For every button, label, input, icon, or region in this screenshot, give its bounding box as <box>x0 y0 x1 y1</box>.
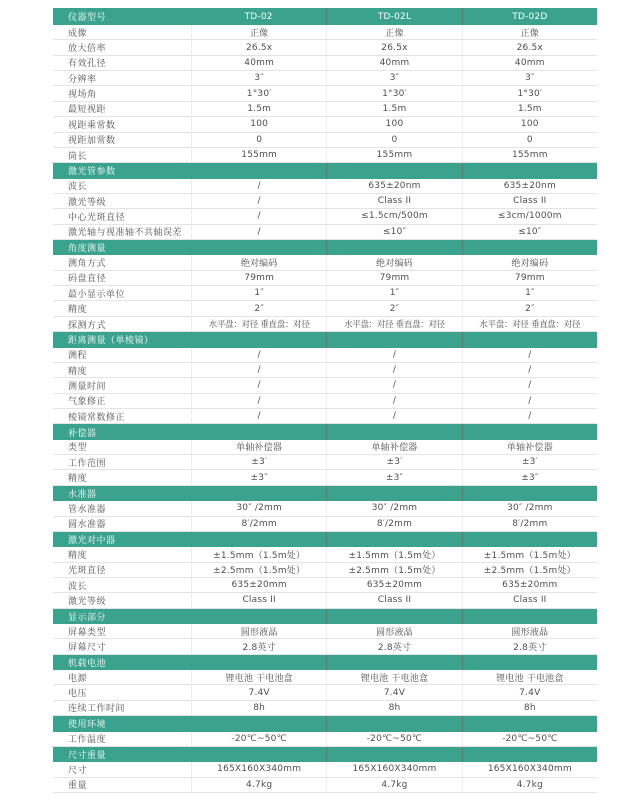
section-cell <box>326 424 461 439</box>
row-label: 连续工作时间 <box>68 704 126 715</box>
section-cell <box>191 332 326 347</box>
section-title: 激光管参数 <box>68 167 116 178</box>
row-label: 成像 <box>68 28 88 39</box>
table-row <box>53 56 597 71</box>
cell-value: 圆形液晶 <box>326 624 461 638</box>
cell-value: 正像 <box>191 25 326 39</box>
cell-value: 0 <box>191 133 326 147</box>
section-header-row <box>53 163 597 178</box>
section-cell <box>326 240 461 255</box>
row-label: 棱镜常数修正 <box>68 412 126 423</box>
cell-value: 水平盘：对径 垂直盘：对径 <box>191 317 326 331</box>
cell-value: 4.7kg <box>326 778 461 792</box>
cell-value: ≤1.5cm/500m <box>326 209 461 223</box>
row-label: 精度 <box>68 305 88 316</box>
section-cell <box>326 486 461 501</box>
cell-value: / <box>462 394 597 408</box>
section-header-row <box>53 486 597 501</box>
row-label: 光斑直径 <box>68 566 107 577</box>
cell-value: 单轴补偿器 <box>191 440 326 454</box>
cell-value: ±3″ <box>191 470 326 484</box>
cell-value: / <box>326 394 461 408</box>
row-label: 分辨率 <box>68 74 97 85</box>
table-row <box>53 685 597 700</box>
cell-value: 30″ /2mm <box>326 501 461 515</box>
header-model-td02d: TD-02D <box>462 8 597 25</box>
cell-value: 圆形液晶 <box>462 624 597 638</box>
cell-value: 绝对编码 <box>462 255 597 269</box>
table-row <box>53 25 597 40</box>
section-cell <box>191 609 326 624</box>
cell-value: ±1.5mm（1.5m处） <box>326 547 461 561</box>
cell-value: 1°30′ <box>191 86 326 100</box>
cell-value: / <box>462 348 597 362</box>
row-label: 工作范围 <box>68 458 107 469</box>
row-label: 视距乘常数 <box>68 120 116 131</box>
cell-value: 635±20nm <box>462 179 597 193</box>
cell-value: ±1.5mm（1.5m处） <box>191 547 326 561</box>
row-label: 最短视距 <box>68 105 107 116</box>
section-cell <box>326 609 461 624</box>
row-label: 码盘直径 <box>68 274 107 285</box>
row-label: 精度 <box>68 474 88 485</box>
table-row <box>53 563 597 578</box>
section-cell <box>462 716 597 731</box>
cell-value: 4.7kg <box>191 778 326 792</box>
cell-value: ±2.5mm（1.5m处） <box>191 563 326 577</box>
cell-value: Class II <box>462 194 597 208</box>
cell-value: 3″ <box>462 71 597 85</box>
cell-value: 165X160X340mm <box>191 762 326 776</box>
cell-value: 正像 <box>326 25 461 39</box>
section-cell <box>191 532 326 547</box>
cell-value: 3″ <box>326 71 461 85</box>
table-row <box>53 40 597 55</box>
cell-value: ±3″ <box>462 470 597 484</box>
cell-value: / <box>191 378 326 392</box>
cell-value: / <box>326 378 461 392</box>
table-row <box>53 348 597 363</box>
cell-value: ±2.5mm（1.5m处） <box>462 563 597 577</box>
section-cell <box>462 532 597 547</box>
cell-value: ±3′ <box>326 455 461 469</box>
cell-value: 8h <box>191 701 326 715</box>
table-row <box>53 778 597 793</box>
cell-value: 1″ <box>191 286 326 300</box>
cell-value: 26.5x <box>462 40 597 54</box>
section-header-row <box>53 716 597 731</box>
table-row <box>53 547 597 562</box>
row-label: 尺寸 <box>68 765 88 776</box>
table-row <box>53 470 597 485</box>
section-cell <box>191 240 326 255</box>
table-row <box>53 732 597 747</box>
table-row <box>53 102 597 117</box>
table-row <box>53 209 597 224</box>
cell-value: 635±20mm <box>462 578 597 592</box>
row-label: 放大倍率 <box>68 44 107 55</box>
cell-value: 2.8英寸 <box>326 639 461 653</box>
cell-value: 2.8英寸 <box>191 639 326 653</box>
row-label: 精度 <box>68 366 88 377</box>
row-label: 屏幕尺寸 <box>68 643 107 654</box>
section-cell <box>191 655 326 670</box>
cell-value: 水平盘：对径 垂直盘：对径 <box>462 317 597 331</box>
row-label: 探测方式 <box>68 320 107 331</box>
section-cell <box>462 424 597 439</box>
section-title: 距离测量（单棱镜） <box>68 336 154 347</box>
spec-table-body <box>53 25 597 793</box>
row-label: 波长 <box>68 182 88 193</box>
cell-value: 100 <box>326 117 461 131</box>
section-header-row <box>53 655 597 670</box>
table-row <box>53 225 597 240</box>
cell-value: ≤3cm/1000m <box>462 209 597 223</box>
table-row <box>53 255 597 270</box>
section-cell <box>191 163 326 178</box>
cell-value: 0 <box>326 133 461 147</box>
cell-value: 7.4V <box>462 685 597 699</box>
row-label: 电源 <box>68 673 88 684</box>
table-row <box>53 639 597 654</box>
cell-value: 2.8英寸 <box>462 639 597 653</box>
cell-value: 锂电池 干电池盒 <box>462 670 597 684</box>
cell-value: 8′/2mm <box>462 517 597 531</box>
cell-value: 1°30′ <box>462 86 597 100</box>
section-header-row <box>53 747 597 762</box>
table-row <box>53 363 597 378</box>
cell-value: ±3′ <box>191 455 326 469</box>
table-row <box>53 670 597 685</box>
cell-value: / <box>191 409 326 423</box>
section-cell <box>191 747 326 762</box>
cell-value: 635±20nm <box>326 179 461 193</box>
row-label: 视场角 <box>68 90 97 101</box>
row-label: 电压 <box>68 689 88 700</box>
table-row <box>53 301 597 316</box>
spec-table <box>53 8 597 793</box>
row-label: 测量时间 <box>68 381 107 392</box>
cell-value: -20℃~50℃ <box>326 732 461 746</box>
section-cell <box>191 424 326 439</box>
section-header-row <box>53 609 597 624</box>
cell-value: / <box>191 348 326 362</box>
table-row <box>53 271 597 286</box>
cell-value: 7.4V <box>326 685 461 699</box>
section-cell <box>326 163 461 178</box>
cell-value: 4.7kg <box>462 778 597 792</box>
cell-value: 26.5x <box>191 40 326 54</box>
cell-value: 165X160X340mm <box>462 762 597 776</box>
cell-value: 155mm <box>191 148 326 162</box>
cell-value: / <box>191 394 326 408</box>
cell-value: 79mm <box>326 271 461 285</box>
cell-value: 1.5m <box>462 102 597 116</box>
table-row <box>53 578 597 593</box>
cell-value: 1.5m <box>191 102 326 116</box>
cell-value: 水平盘：对径 垂直盘：对径 <box>326 317 461 331</box>
table-row <box>53 117 597 132</box>
cell-value: 635±20mm <box>326 578 461 592</box>
cell-value: 锂电池 干电池盒 <box>326 670 461 684</box>
section-cell <box>326 332 461 347</box>
cell-value: 635±20mm <box>191 578 326 592</box>
cell-value: 单轴补偿器 <box>462 440 597 454</box>
cell-value: 8h <box>462 701 597 715</box>
cell-value: / <box>191 363 326 377</box>
section-title: 水准器 <box>68 489 97 500</box>
table-row <box>53 179 597 194</box>
cell-value: Class II <box>326 593 461 607</box>
cell-value: 79mm <box>191 271 326 285</box>
cell-value: -20℃~50℃ <box>462 732 597 746</box>
cell-value: 8′/2mm <box>191 517 326 531</box>
cell-value: 锂电池 干电池盒 <box>191 670 326 684</box>
section-cell <box>326 716 461 731</box>
section-header-row <box>53 240 597 255</box>
cell-value: 100 <box>462 117 597 131</box>
row-label: 激光等级 <box>68 596 107 607</box>
table-row <box>53 71 597 86</box>
cell-value: 圆形液晶 <box>191 624 326 638</box>
table-row <box>53 148 597 163</box>
section-header-row <box>53 424 597 439</box>
cell-value: / <box>326 409 461 423</box>
section-header-row <box>53 332 597 347</box>
row-label: 屏幕类型 <box>68 627 107 638</box>
row-label: 测角方式 <box>68 259 107 270</box>
cell-value: 30″ /2mm <box>462 501 597 515</box>
cell-value: / <box>191 179 326 193</box>
section-cell <box>191 716 326 731</box>
table-row <box>53 455 597 470</box>
section-title: 使用环境 <box>68 720 107 731</box>
cell-value: ±2.5mm（1.5m处） <box>326 563 461 577</box>
table-row <box>53 517 597 532</box>
table-row <box>53 701 597 716</box>
section-cell <box>326 747 461 762</box>
cell-value: 30″ /2mm <box>191 501 326 515</box>
table-row <box>53 378 597 393</box>
section-title: 角度测量 <box>68 244 107 255</box>
table-row <box>53 133 597 148</box>
cell-value: -20℃~50℃ <box>191 732 326 746</box>
row-label: 圆水准器 <box>68 520 107 531</box>
section-cell <box>462 163 597 178</box>
table-row <box>53 194 597 209</box>
cell-value: 绝对编码 <box>326 255 461 269</box>
cell-value: 40mm <box>326 56 461 70</box>
cell-value: 79mm <box>462 271 597 285</box>
section-cell <box>462 332 597 347</box>
row-label: 精度 <box>68 550 88 561</box>
section-cell <box>462 747 597 762</box>
section-cell <box>462 486 597 501</box>
table-row <box>53 286 597 301</box>
cell-value: 7.4V <box>191 685 326 699</box>
cell-value: 2″ <box>191 301 326 315</box>
cell-value: 26.5x <box>326 40 461 54</box>
cell-value: 2″ <box>462 301 597 315</box>
cell-value: 1″ <box>462 286 597 300</box>
row-label: 管水准器 <box>68 504 107 515</box>
cell-value: 155mm <box>326 148 461 162</box>
cell-value: 正像 <box>462 25 597 39</box>
table-row <box>53 762 597 777</box>
cell-value: 100 <box>191 117 326 131</box>
cell-value: / <box>191 225 326 239</box>
cell-value: 绝对编码 <box>191 255 326 269</box>
cell-value: 3″ <box>191 71 326 85</box>
row-label: 激光等级 <box>68 197 107 208</box>
cell-value: ±3′ <box>462 455 597 469</box>
row-label: 类型 <box>68 443 88 454</box>
section-cell <box>326 655 461 670</box>
row-label: 最小显示单位 <box>68 289 126 300</box>
table-row <box>53 394 597 409</box>
table-row <box>53 317 597 332</box>
section-cell <box>326 532 461 547</box>
cell-value: 40mm <box>191 56 326 70</box>
section-title: 激光对中器 <box>68 536 116 547</box>
table-row <box>53 624 597 639</box>
section-title: 显示部分 <box>68 612 107 623</box>
cell-value: 8h <box>326 701 461 715</box>
cell-value: 单轴补偿器 <box>326 440 461 454</box>
cell-value: / <box>462 378 597 392</box>
cell-value: 1.5m <box>326 102 461 116</box>
cell-value: 40mm <box>462 56 597 70</box>
cell-value: Class II <box>191 593 326 607</box>
cell-value: 1°30′ <box>326 86 461 100</box>
cell-value: 165X160X340mm <box>326 762 461 776</box>
cell-value: Class II <box>462 593 597 607</box>
section-title: 机载电池 <box>68 658 107 669</box>
cell-value: / <box>326 363 461 377</box>
table-row <box>53 86 597 101</box>
header-model-td02l: TD-02L <box>326 8 461 25</box>
cell-value: / <box>191 194 326 208</box>
cell-value: 155mm <box>462 148 597 162</box>
table-row <box>53 593 597 608</box>
section-cell <box>462 655 597 670</box>
table-header-row <box>53 8 597 25</box>
row-label: 筒长 <box>68 151 88 162</box>
cell-value: 1″ <box>326 286 461 300</box>
section-cell <box>191 486 326 501</box>
cell-value: Class II <box>326 194 461 208</box>
row-label: 激光轴与视准轴不共轴误差 <box>68 228 183 239</box>
cell-value: / <box>191 209 326 223</box>
row-label: 重量 <box>68 781 88 792</box>
table-row <box>53 409 597 424</box>
cell-value: ≤10″ <box>326 225 461 239</box>
cell-value: 0 <box>462 133 597 147</box>
header-model-td02: TD-02 <box>244 11 273 22</box>
cell-value: / <box>326 348 461 362</box>
row-label: 工作温度 <box>68 735 107 746</box>
table-row <box>53 501 597 516</box>
row-label: 视距加常数 <box>68 136 116 147</box>
section-title: 尺寸重量 <box>68 751 107 762</box>
section-header-row <box>53 532 597 547</box>
cell-value: ±3″ <box>326 470 461 484</box>
section-cell <box>462 609 597 624</box>
cell-value: ≤10″ <box>462 225 597 239</box>
row-label: 有效孔径 <box>68 59 107 70</box>
cell-value: 2″ <box>326 301 461 315</box>
section-title: 补偿器 <box>68 428 97 439</box>
header-model-label: 仪器型号 <box>68 13 107 23</box>
row-label: 测程 <box>68 351 88 362</box>
table-row <box>53 440 597 455</box>
cell-value: ±1.5mm（1.5m处） <box>462 547 597 561</box>
row-label: 气象修正 <box>68 397 107 408</box>
section-cell <box>462 240 597 255</box>
cell-value: / <box>462 363 597 377</box>
cell-value: 8′/2mm <box>326 517 461 531</box>
row-label: 中心光斑直径 <box>68 212 126 223</box>
row-label: 波长 <box>68 581 88 592</box>
cell-value: / <box>462 409 597 423</box>
